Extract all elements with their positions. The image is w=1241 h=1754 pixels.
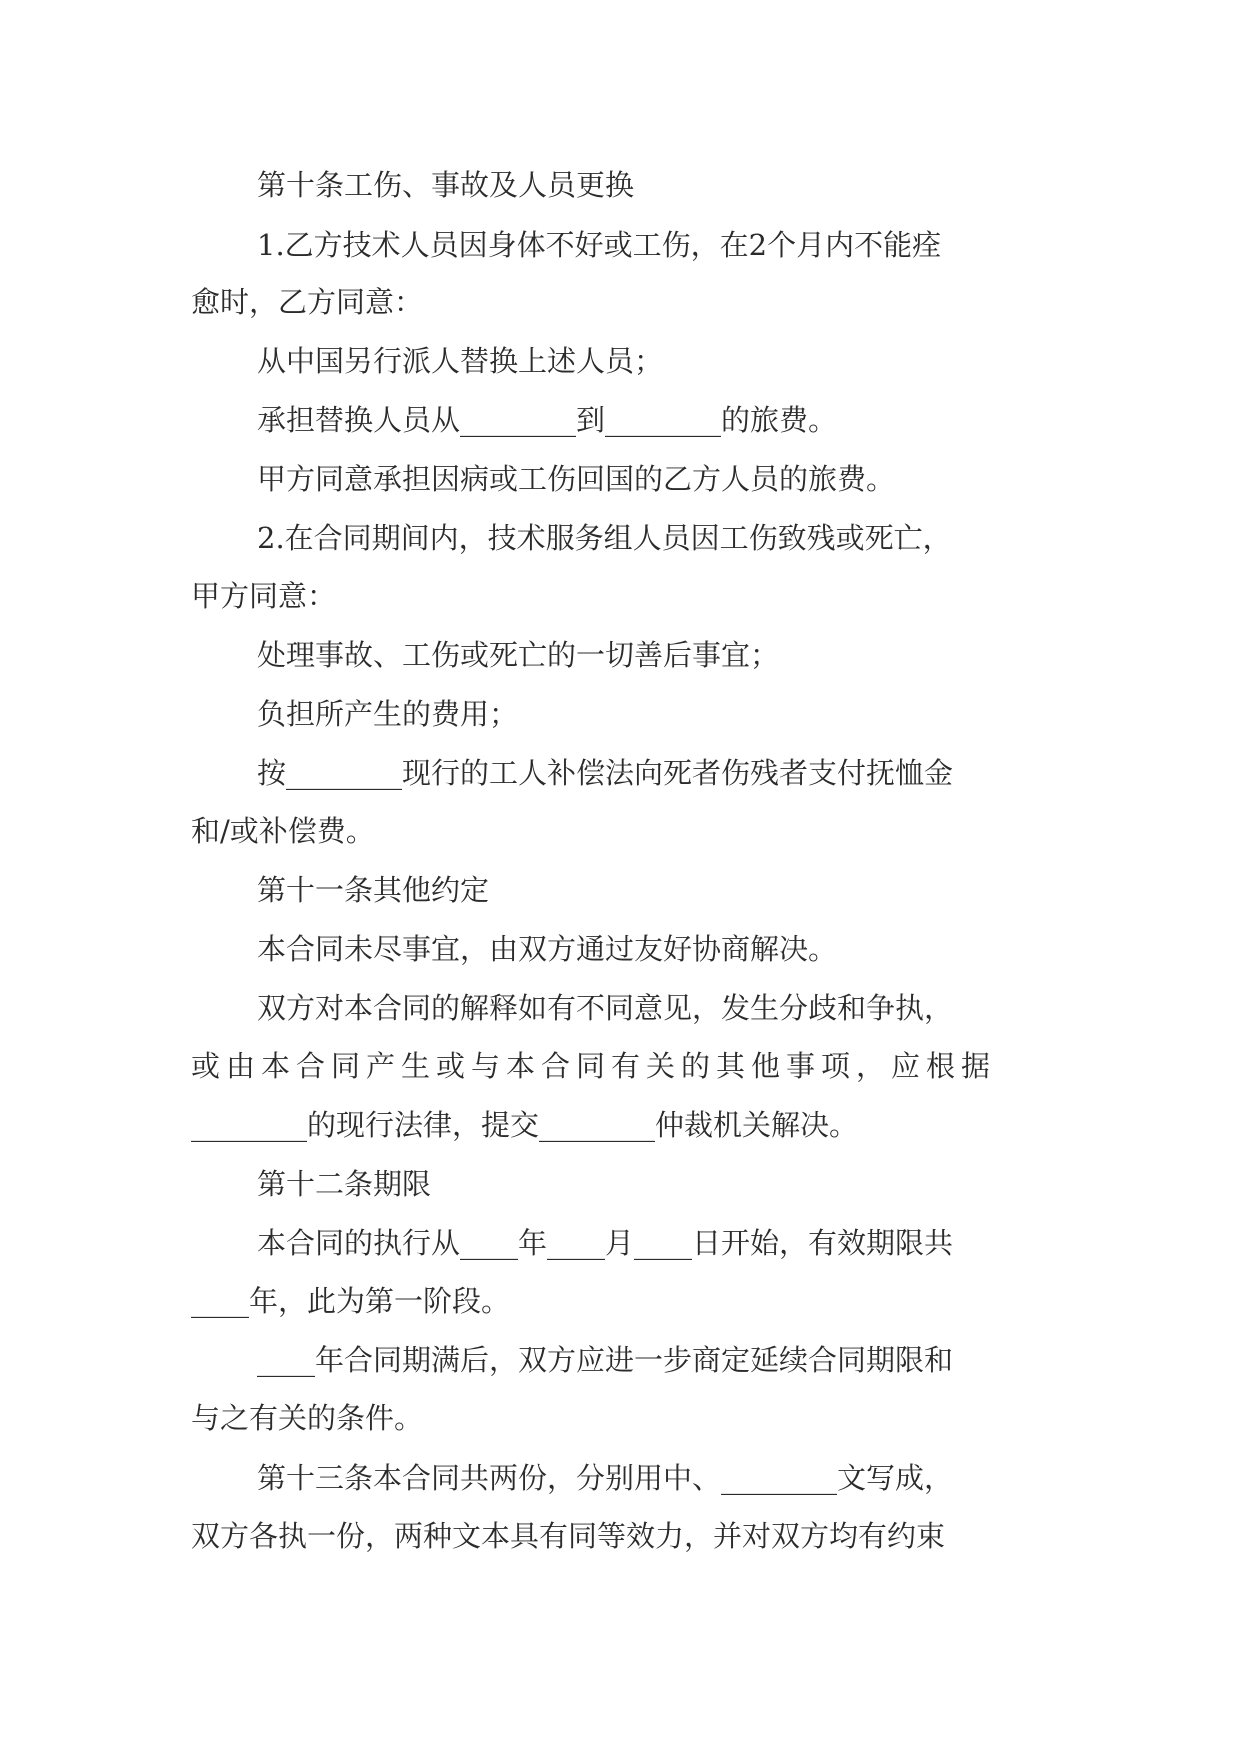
paragraph-line: 与之有关的条件。 [191,1401,424,1435]
paragraph-line: 本合同未尽事宜，由双方通过友好协商解决。 [257,932,838,966]
paragraph-line: 负担所产生的费用； [257,697,519,731]
paragraph-line: 1.乙方技术人员因身体不好或工伤，在2个月内不能痊 [257,228,942,262]
paragraph-line: 或由本合同产生或与本合同有关的其他事项，应根据 [191,1049,997,1083]
paragraph-line: 和/或补偿费。 [191,814,375,848]
paragraph-line: 甲方同意： [191,579,337,613]
paragraph-line: 甲方同意承担因病或工伤回国的乙方人员的旅费。 [257,462,896,496]
article-13-line: 第十三条本合同共两份，分别用中、________文写成， [257,1461,954,1495]
article-11-heading: 第十一条其他约定 [257,873,490,907]
paragraph-line: 本合同的执行从____年____月____日开始，有效期限共 [257,1226,954,1260]
article-12-heading: 第十二条期限 [257,1167,432,1201]
paragraph-line: 2.在合同期间内，技术服务组人员因工伤致残或死亡， [257,521,952,555]
paragraph-line: ____年合同期满后，双方应进一步商定延续合同期限和 [257,1343,954,1377]
paragraph-line: ____年，此为第一阶段。 [191,1284,511,1318]
paragraph-line: 按________现行的工人补偿法向死者伤残者支付抚恤金 [257,756,954,790]
paragraph-line: 双方各执一份，两种文本具有同等效力，并对双方均有约束 [191,1519,946,1553]
paragraph-line: 愈时，乙方同意： [191,285,424,319]
paragraph-line: 处理事故、工伤或死亡的一切善后事宜； [257,638,780,672]
paragraph-line: 从中国另行派人替换上述人员； [257,344,664,378]
paragraph-line: 承担替换人员从________到________的旅费。 [257,403,838,437]
article-10-heading: 第十条工伤、事故及人员更换 [257,168,635,202]
paragraph-line: 双方对本合同的解释如有不同意见，发生分歧和争执， [257,991,954,1025]
paragraph-line: ________的现行法律，提交________仲裁机关解决。 [191,1108,859,1142]
